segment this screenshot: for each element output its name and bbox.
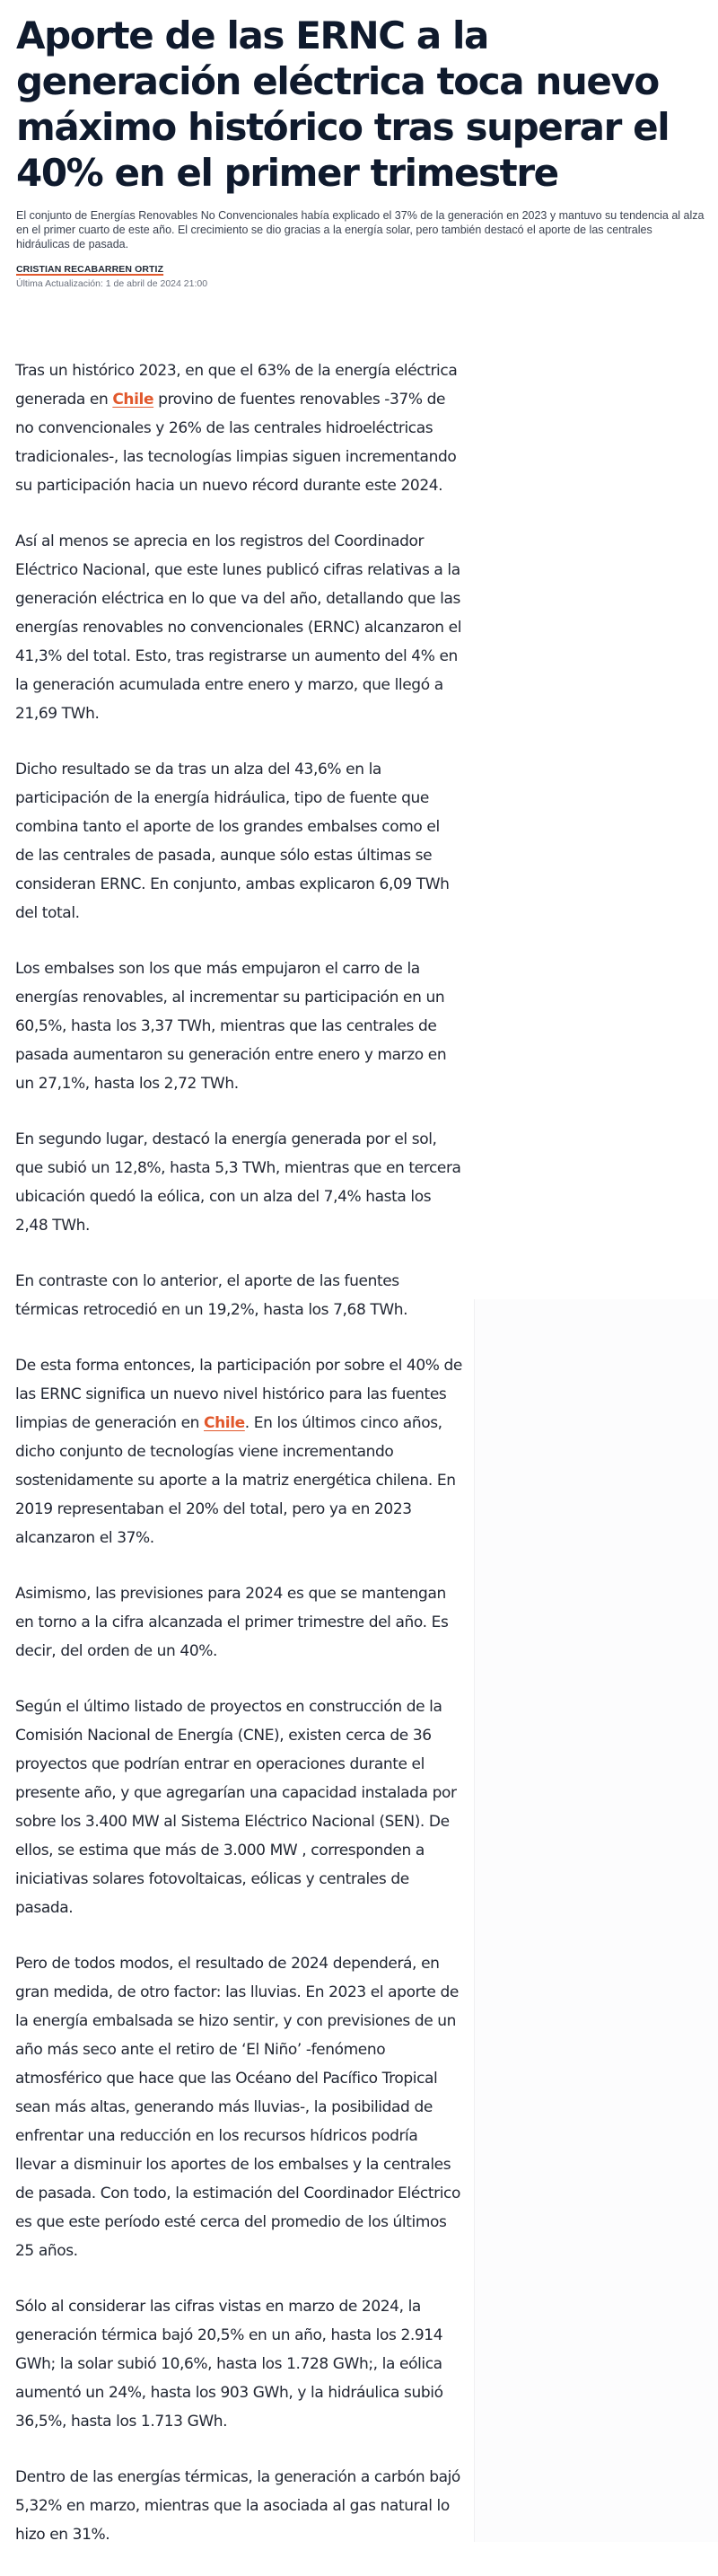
paragraph-text: Tras un histórico 2023, en que el 63% de la energía eléctrica generada en bbox=[15, 362, 458, 409]
article-header bbox=[16, 13, 707, 289]
paragraph-11: Sólo al considerar las cifras vistas en marzo de 2024, la generación térmica bajó 20,5% en un año, hasta los 2.914 GWh; la solar subió 10,6%, hasta los 1.728 GWh;, la eólica aumentó un 24%, hasta los 903 GWh, y la hidráulica subió 36,5%, hasta los 1.713 GWh. bbox=[15, 2298, 443, 2431]
paragraph-7 bbox=[15, 1351, 462, 1552]
paragraph-6: En contraste con lo anterior, el aporte de las fuentes térmicas retrocedió en un 19,2%, hasta los 7,68 TWh. bbox=[15, 1272, 408, 1319]
paragraph-9: Según el último listado de proyectos en construcción de la Comisión Nacional de Energía (CNE), existen cerca de 36 proyectos que podrían entrar en operaciones durante el presente año, y que agregarían una capacidad instalada por sobre los 3.400 MW al Sistema Eléctrico Nacional (SEN). De ellos, se estima que más de 3.000 MW , corresponden a iniciativas solares fotovoltaicas, eólicas y centrales de pasada. bbox=[15, 1698, 457, 1917]
paragraph-12: Dentro de las energías térmicas, la generación a carbón bajó 5,32% en marzo, mientras que la asociada al gas natural lo hizo en 31%. bbox=[15, 2468, 460, 2544]
chile-link[interactable]: Chile bbox=[112, 391, 154, 409]
article-body bbox=[15, 356, 462, 2576]
article-subtitle: El conjunto de Energías Renovables No Convencionales había explicado el 37% de la generación en 2023 y mantuvo su tendencia al alza en el primer cuarto de este año. El crecimiento se dio gracias a la energía solar, pero también destacó el aporte de las centrales hidráulicas de pasada. bbox=[16, 209, 705, 251]
sidebar-background bbox=[474, 1299, 718, 2542]
paragraph-2: Así al menos se aprecia en los registros del Coordinador Eléctrico Nacional, que este lunes publicó cifras relativas a la generación eléctrica en lo que va del año, detallando que las energías renovables no convencionales (ERNC) alcanzaron el 41,3% del total. Esto, tras registrarse un aumento del 4% en la generación acumulada entre enero y marzo, que llegó a 21,69 TWh. bbox=[15, 532, 462, 723]
article-title: Aporte de las ERNC a la generación eléctrica toca nuevo máximo histórico tras superar el 40% en el primer trimestre bbox=[16, 13, 670, 195]
paragraph-3: Dicho resultado se da tras un alza del 43,6% en la participación de la energía hidráulica, tipo de fuente que combina tanto el aporte de los grandes embalses como el de las centrales de pasada, aunque sólo estas últimas se consideran ERNC. En conjunto, ambas explicaron 6,09 TWh del total. bbox=[15, 760, 450, 922]
paragraph-10: Pero de todos modos, el resultado de 2024 dependerá, en gran medida, de otro factor: las lluvias. En 2023 el aporte de la energía embalsada se hizo sentir, y con previsiones de un año más seco ante el retiro de ‘El Niño’ -fenómeno atmosférico que hace que las Océano del Pacífico Tropical sean más altas, generando más lluvias-, la posibilidad de enfrentar una reducción en los recursos hídricos podría llevar a disminuir los aportes de los embalses y la centrales de pasada. Con todo, la estimación del Coordinador Eléctrico es que este período esté cerca del promedio de los últimos 25 años. bbox=[15, 1955, 460, 2260]
paragraph-text: provino de fuentes renovables -37% de no convencionales y 26% de las centrales hidroeléctricas tradicionales-, las tecnologías limpias siguen incrementando su participación hacia un nuevo récord durante este 2024. bbox=[15, 391, 457, 495]
paragraph-8: Asimismo, las previsiones para 2024 es que se mantengan en torno a la cifra alcanzada el primer trimestre del año. Es decir, del orden de un 40%. bbox=[15, 1585, 449, 1660]
paragraph-4: Los embalses son los que más empujaron el carro de la energías renovables, al incrementar su participación en un 60,5%, hasta los 3,37 TWh, mientras que las centrales de pasada aumentaron su generación entre enero y marzo en un 27,1%, hasta los 2,72 TWh. bbox=[15, 960, 447, 1093]
paragraph-text: De esta forma entonces, la participación por sobre el 40% de las ERNC significa un nuevo nivel histórico para las fuentes limpias de generación en bbox=[15, 1357, 462, 1432]
last-updated: Última Actualización: 1 de abril de 2024 21:00 bbox=[16, 278, 208, 289]
paragraph-text: . En los últimos cinco años, dicho conjunto de tecnologías viene incrementando sostenidamente su aporte a la matriz energética chilena. En 2019 representaban el 20% del total, pero ya en 2023 alcanzaron el 37%. bbox=[15, 1414, 456, 1547]
paragraph-1 bbox=[15, 356, 462, 500]
paragraph-5: En segundo lugar, destacó la energía generada por el sol, que subió un 12,8%, hasta 5,3 TWh, mientras que en tercera ubicación quedó la eólica, con un alza del 7,4% hasta los 2,48 TWh. bbox=[15, 1130, 461, 1235]
author-link[interactable]: CRISTIAN RECABARREN ORTIZ bbox=[16, 264, 164, 275]
chile-link[interactable]: Chile bbox=[204, 1414, 245, 1432]
